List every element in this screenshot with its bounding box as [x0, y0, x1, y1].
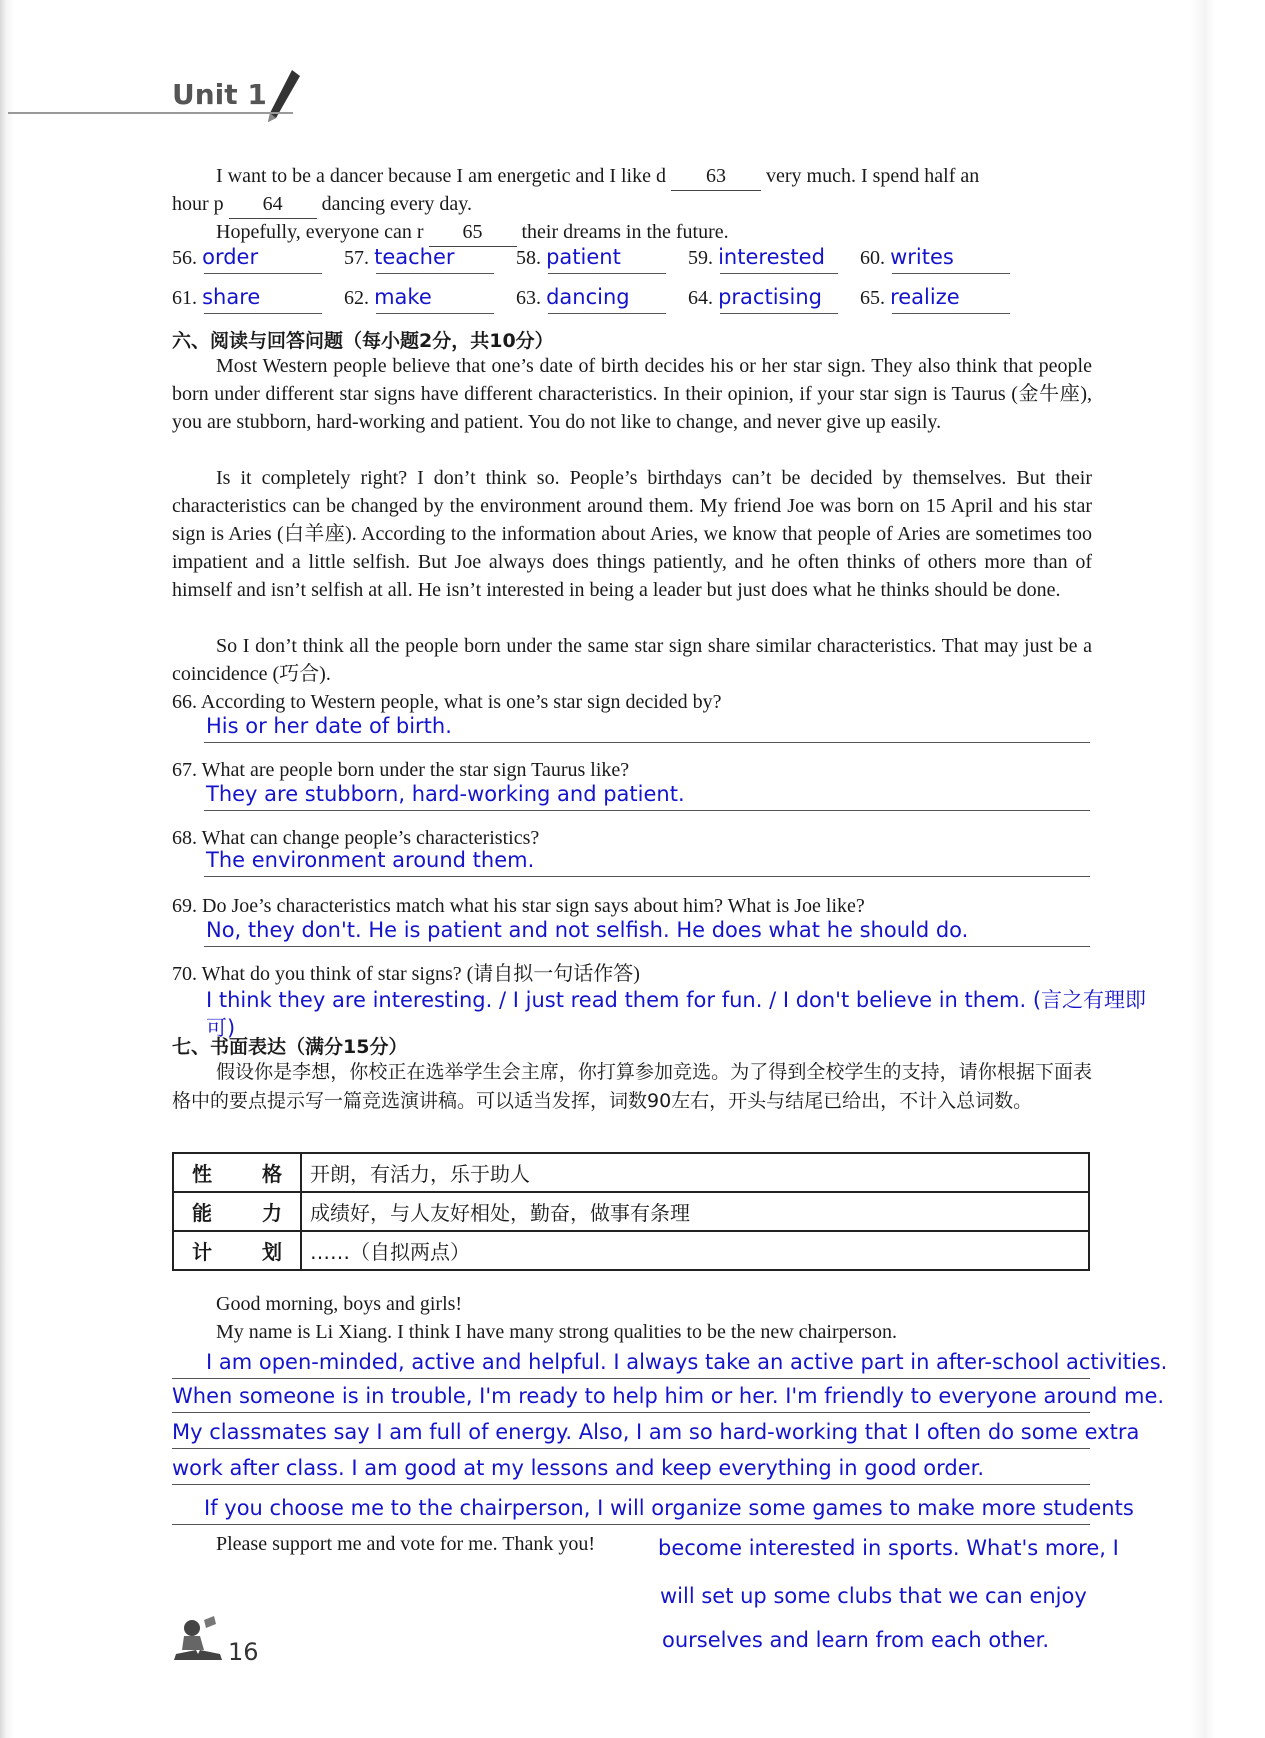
answer-item: 56. order: [172, 245, 259, 269]
answer-item: 57. teacher: [344, 245, 455, 269]
reading-paragraph-2: Is it completely right? I don’t think so. People’s birthdays can’t be decided by themselves. But their characteristics can be changed by the environment around them. My friend Joe was born on 15 April and his star sign is Aries (白羊座). According to the information about Aries, we know that people of Aries are sometimes too impatient and a little selfish. But Joe always does things patiently, and he often thinks of others more than of himself and isn’t selfish at all. He isn’t interested in being a leader but just does what he thinks should be done.: [172, 467, 1092, 601]
question-68: 68. What can change people’s characteristics?: [172, 827, 540, 849]
essay-tail-line: ourselves and learn from each other.: [662, 1628, 1050, 1652]
answer-item: 64. practising: [688, 285, 822, 309]
reading-paragraph-3: So I don’t think all the people born under the same star sign share similar characteristics. That may just be a coincidence (巧合).: [172, 635, 1092, 685]
answer-item: 58. patient: [516, 245, 621, 269]
answer-item: 59. interested: [688, 245, 825, 269]
answer-66: His or her date of birth.: [206, 714, 452, 738]
essay-line: I am open-minded, active and helpful. I always take an active part in after-school activities.: [206, 1350, 1168, 1374]
answer-item: 63. dancing: [516, 285, 630, 309]
question-67: 67. What are people born under the star sign Taurus like?: [172, 759, 630, 781]
section7-heading: 七、书面表达（满分15分）: [172, 1036, 408, 1058]
answer-70: I think they are interesting. / I just read them for fun. / I don't believe in them. (言之有理即可): [206, 988, 1147, 1040]
cloze-line-2: hour p 64 dancing every day.: [172, 190, 472, 219]
unit-title: Unit 1: [172, 78, 267, 111]
essay-tail-line: will set up some clubs that we can enjoy: [660, 1584, 1087, 1608]
section6-heading: 六、阅读与回答问题（每小题2分，共10分）: [172, 330, 554, 352]
essay-tail-line: become interested in sports. What's more, I: [658, 1536, 1119, 1560]
question-66: 66. According to Western people, what is one’s star sign decided by?: [172, 691, 722, 713]
question-70: 70. What do you think of star signs? (请自拟一句话作答): [172, 963, 640, 985]
answer-69: No, they don't. He is patient and not selfish. He does what he should do.: [206, 918, 969, 942]
speech-closing: Please support me and vote for me. Thank you!: [216, 1533, 595, 1555]
answer-item: 65. realize: [860, 285, 960, 309]
table-row: 性 格 开朗，有活力，乐于助人: [173, 1153, 1089, 1192]
speech-opening-2: My name is Li Xiang. I think I have many strong qualities to be the new chairperson.: [216, 1321, 897, 1343]
pen-icon: [262, 68, 302, 128]
answer-item: 60. writes: [860, 245, 954, 269]
cloze-line-1: I want to be a dancer because I am energetic and I like d 63 very much. I spend half an: [216, 162, 979, 191]
question-69: 69. Do Joe’s characteristics match what his star sign says about him? What is Joe like?: [172, 895, 865, 917]
essay-line: work after class. I am good at my lessons and keep everything in good order.: [172, 1456, 985, 1480]
speech-opening-1: Good morning, boys and girls!: [216, 1293, 463, 1315]
page-number: 16: [228, 1638, 259, 1666]
answer-67: They are stubborn, hard-working and patient.: [206, 782, 685, 806]
header-rule: [8, 112, 293, 114]
answer-68: The environment around them.: [206, 848, 535, 872]
table-row: 计 划 ……（自拟两点）: [173, 1231, 1089, 1270]
essay-line: When someone is in trouble, I'm ready to help him or her. I'm friendly to everyone around me.: [172, 1384, 1165, 1408]
reading-paragraph-1: Most Western people believe that one’s date of birth decides his or her star sign. They also think that people born under different star signs have different characteristics. In their opinion, if your star sign is Taurus (金牛座), you are stubborn, hard-working and patient. You do not like to change, and never give up easily.: [172, 355, 1092, 433]
answer-item: 62. make: [344, 285, 432, 309]
table-row: 能 力 成绩好，与人友好相处，勤奋，做事有条理: [173, 1192, 1089, 1231]
section7-instructions: 假设你是李想，你校正在选举学生会主席，你打算参加竞选。为了得到全校学生的支持，请你根据下面表格中的要点提示写一篇竞选演讲稿。可以适当发挥，词数90左右，开头与结尾已给出，不计入总词数。: [172, 1061, 1092, 1112]
requirements-table: [172, 1152, 1090, 1271]
essay-line: If you choose me to the chairperson, I will organize some games to make more students: [204, 1496, 1134, 1520]
essay-line: My classmates say I am full of energy. Also, I am so hard-working that I often do some extra: [172, 1420, 1140, 1444]
book-reader-icon: [170, 1614, 226, 1664]
cloze-line-3: Hopefully, everyone can r 65 their dreams in the future.: [216, 218, 729, 247]
answer-item: 61. share: [172, 285, 261, 309]
